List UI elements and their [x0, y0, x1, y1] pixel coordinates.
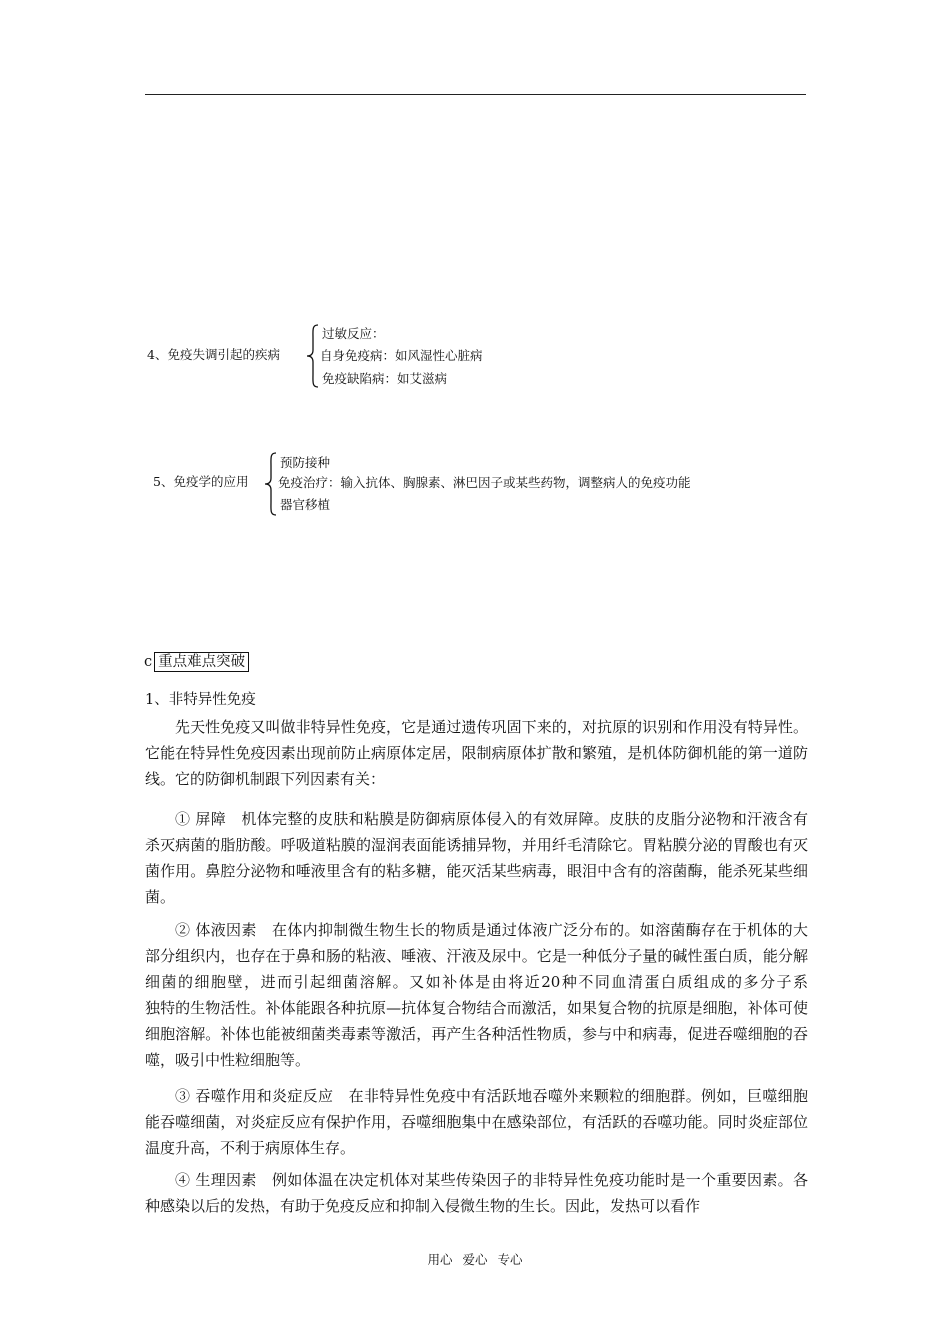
header-rule	[145, 94, 806, 95]
section-title: 重点难点突破	[154, 652, 249, 672]
outline-branch: 免疫治疗：输入抗体、胸腺素、淋巴因子或某些药物，调整病人的免疫功能	[278, 475, 691, 490]
outline-branch: 预防接种	[280, 455, 331, 470]
paragraph: 先天性免疫又叫做非特异性免疫，它是通过遗传巩固下来的，对抗原的识别和作用没有特异性。它能在特异性免疫因素出现前防止病原体定居，限制病原体扩散和繁殖，是机体防御机能的第一道防线。它的防御机制跟下列因素有关：	[145, 718, 808, 788]
brace-icon	[264, 452, 278, 516]
outline-branch: 过敏反应：	[322, 326, 385, 341]
outline-item-5-label: 5、免疫学的应用	[153, 474, 249, 489]
brace-icon	[306, 324, 320, 388]
paragraph: ② 体液因素 在体内抑制微生物生长的物质是通过体液广泛分布的。如溶菌酶存在于机体的大部分组织内，也存在于鼻和肠的粘液、唾液、汗液及尿中。它是一种低分子量的碱性蛋白质，能分解细菌的细胞壁，进而引起细菌溶解。又如补体是由将近20种不同血清蛋白质组成的多分子系 独特的生物活性。补体能跟各种抗原—抗体复合物结合而激活，如果复合物的抗原是细胞，补体可使细胞溶解。补体也能被细菌类毒素等激活，再产生各种活性物质，参与中和病毒，促进吞噬细胞的吞噬，吸引中性粒细胞等。	[145, 921, 854, 1069]
paragraph: ③ 吞噬作用和炎症反应 在非特异性免疫中有活跃地吞噬外来颗粒的细胞群。例如，巨噬细胞能吞噬细菌，对炎症反应有保护作用，吞噬细胞集中在感染部位，有活跃的吞噬功能。同时炎症部位温度升高，不利于病原体生存。	[145, 1087, 808, 1157]
paragraph: ④ 生理因素 例如体温在决定机体对某些传染因子的非特异性免疫功能时是一个重要因素。各种感染以后的发热，有助于免疫反应和抑制入侵微生物的生长。因此，发热可以看作	[145, 1171, 808, 1215]
section-heading	[144, 650, 249, 671]
outline-branch: 器官移植	[280, 497, 331, 512]
section-prefix: c	[144, 654, 153, 670]
outline-branch: 自身免疫病：如风湿性心脏病	[320, 348, 483, 363]
paragraph: ① 屏障 机体完整的皮肤和粘膜是防御病原体侵入的有效屏障。皮肤的皮脂分泌物和汗液含有杀灭病菌的脂肪酸。呼吸道粘膜的湿润表面能诱捕异物，并用纤毛清除它。胃粘膜分泌的胃酸也有灭菌作用。鼻腔分泌物和唾液里含有的粘多糖，能灭活某些病毒，眼泪中含有的溶菌酶，能杀死某些细菌。	[145, 810, 808, 906]
outline-item-4-label: 4、免疫失调引起的疾病	[147, 347, 280, 362]
page-footer: 用心 爱心 专心	[427, 1252, 523, 1267]
outline-branch: 免疫缺陷病：如艾滋病	[322, 371, 448, 386]
subheading: 1、非特异性免疫	[145, 692, 256, 708]
